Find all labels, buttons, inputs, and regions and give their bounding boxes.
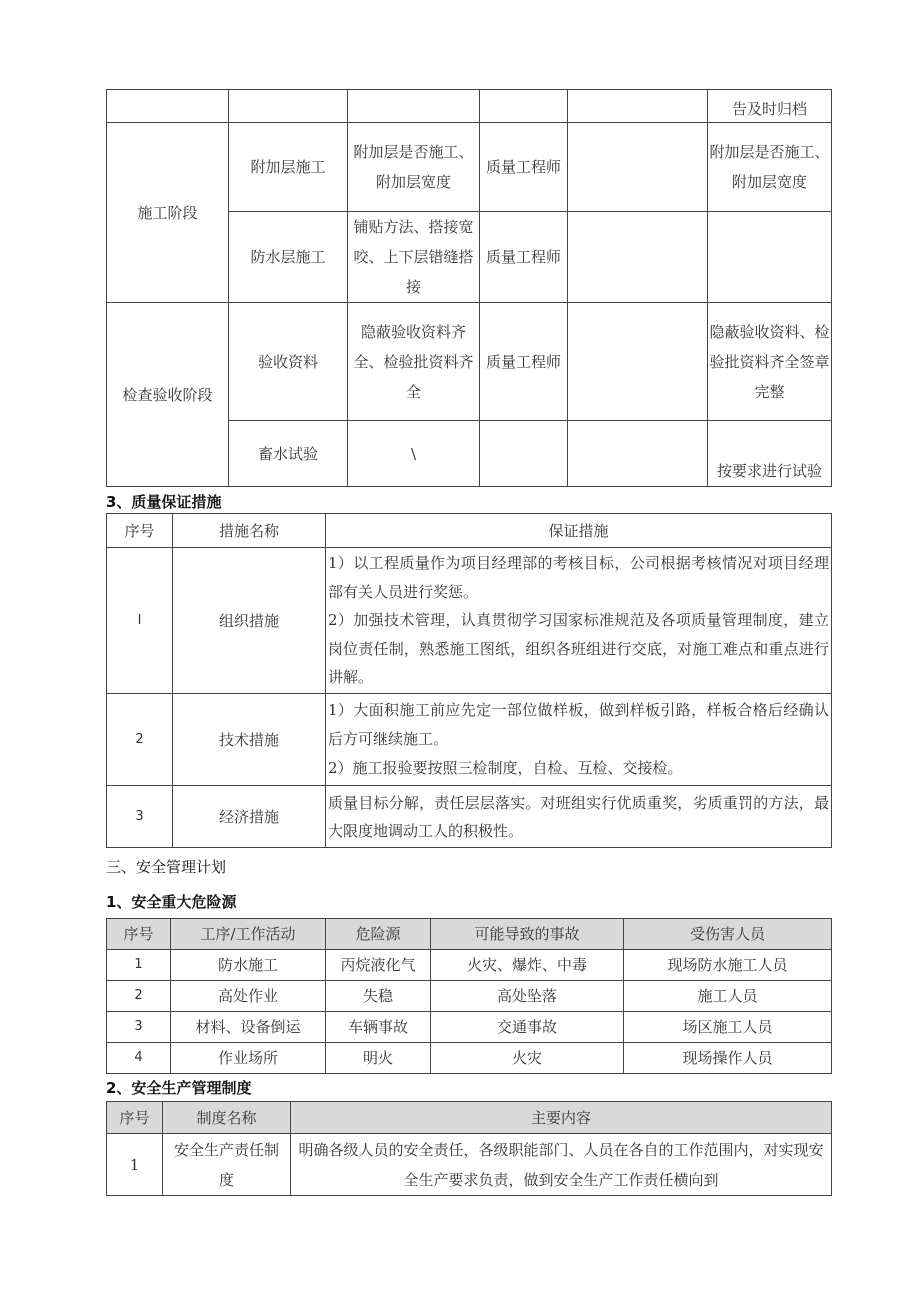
header-cell: 序号	[107, 1102, 163, 1134]
chapter-heading: 三、安全管理计划	[106, 858, 227, 876]
table-row: 4 作业场所 明火 火灾 现场操作人员	[107, 1043, 832, 1074]
measure-cell: 1）大面积施工前应先定一部位做样板，做到样板引路，样板合格后经确认后方可继续施工。 2）施工报验要按照三检制度，自检、互检、交接检。	[326, 694, 832, 786]
table-row: 2 高处作业 失稳 高处坠落 施工人员	[107, 981, 832, 1012]
header-cell: 受伤害人员	[624, 919, 832, 950]
table-row	[107, 548, 832, 694]
quality-measures-table	[106, 513, 832, 848]
name-cell: 技术措施	[173, 694, 326, 786]
table-row	[107, 90, 832, 123]
header-cell: 工序/工作活动	[171, 919, 326, 950]
table-row	[107, 694, 832, 786]
measure-cell: 1）以工程质量作为项目经理部的考核目标，公司根据考核情况对项目经理部有关人员进行奖惩。 2）加强技术管理，认真贯彻学习国家标准规范及各项质量管理制度，建立岗位责任制，熟悉施工图纸，组织各班组进行交底，对施工难点和重点进行讲解。	[326, 548, 832, 694]
role-cell: 质量工程师	[480, 123, 568, 212]
number-cell: 2	[107, 694, 173, 786]
table-row	[107, 303, 832, 421]
content-cell: 附加层是否施工、附加层宽度	[348, 123, 480, 212]
table-row	[107, 919, 832, 950]
name-cell: 组织措施	[173, 548, 326, 694]
header-cell: 可能导致的事故	[431, 919, 624, 950]
role-cell: 质量工程师	[480, 212, 568, 303]
header-cell: 序号	[107, 514, 173, 548]
record-cell: 附加层是否施工、附加层宽度	[708, 123, 832, 212]
stage-cell: 施工阶段	[107, 123, 229, 303]
rules-table	[106, 1101, 832, 1196]
content-cell: \	[348, 421, 480, 487]
header-cell: 措施名称	[173, 514, 326, 548]
content-cell: 铺贴方法、搭接宽咬、上下层错缝搭接	[348, 212, 480, 303]
section-heading: 1、安全重大危险源	[106, 893, 237, 911]
table-row: 1 防水施工 丙烷液化气 火灾、爆炸、中毒 现场防水施工人员	[107, 950, 832, 981]
measure-cell: 质量目标分解，责任层层落实。对班组实行优质重奖，劣质重罚的方法，最大限度地调动工人的积极性。	[326, 786, 832, 848]
name-cell: 经济措施	[173, 786, 326, 848]
table-row	[107, 1102, 832, 1134]
item-cell: 防水层施工	[229, 212, 348, 303]
stage-cell: 检查验收阶段	[107, 303, 229, 487]
item-cell: 附加层施工	[229, 123, 348, 212]
table-row: 1 安全生产责任制度 明确各级人员的安全责任，各级职能部门、人员在各自的工作范围内，对实现安全生产要求负责，做到安全生产工作责任横向到	[107, 1134, 832, 1196]
number-cell: 3	[107, 786, 173, 848]
section-heading: 3、质量保证措施	[106, 493, 222, 511]
table-row	[107, 514, 832, 548]
record-cell: 隐蔽验收资料、检验批资料齐全签章完整	[708, 303, 832, 421]
header-cell: 保证措施	[326, 514, 832, 548]
role-cell: 质量工程师	[480, 303, 568, 421]
table-row	[107, 786, 832, 848]
table-row: 3 材料、设备倒运 车辆事故 交通事故 场区施工人员	[107, 1012, 832, 1043]
section-heading: 2、安全生产管理制度	[106, 1079, 252, 1097]
content-cell: 隐蔽验收资料齐全、检验批资料齐全	[348, 303, 480, 421]
header-cell: 主要内容	[291, 1102, 832, 1134]
record-cell: 按要求进行试验	[708, 421, 832, 487]
hazard-table	[106, 918, 832, 1074]
header-cell: 危险源	[326, 919, 431, 950]
inspection-table	[106, 89, 832, 487]
table-row	[107, 123, 832, 212]
header-cell: 序号	[107, 919, 171, 950]
item-cell: 畜水试验	[229, 421, 348, 487]
item-cell: 验收资料	[229, 303, 348, 421]
header-cell: 制度名称	[163, 1102, 291, 1134]
number-cell: I	[107, 548, 173, 694]
record-cell: 告及时归档	[708, 90, 832, 123]
